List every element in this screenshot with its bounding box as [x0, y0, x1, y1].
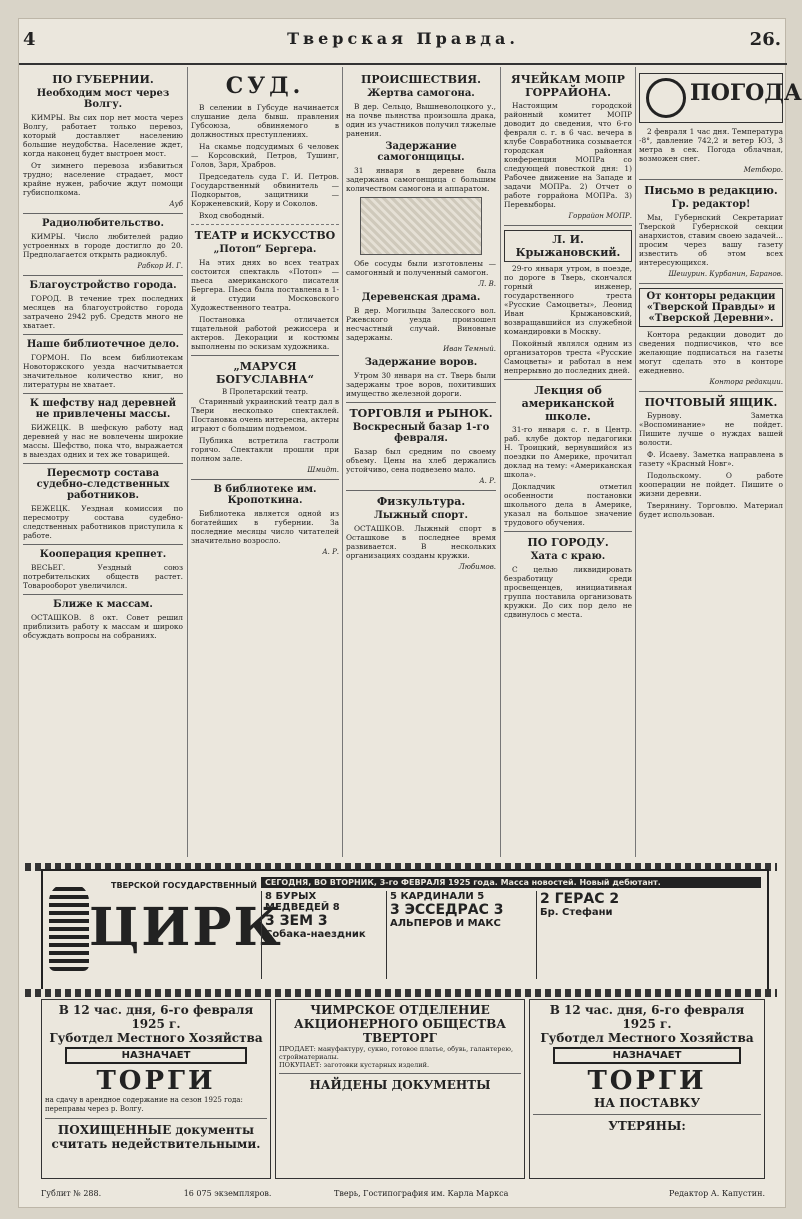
article-text: В селении в Губсуде начинается слушание дела бывш. правления Губсоюза, обвиняемого в должностных преступлениях. [191, 103, 339, 139]
article-text: С целью ликвидировать безработицу среди просвещенцев, инициативная группа поставила организовать кружки. До сих пор дело не сдвинулось с места. [504, 565, 632, 619]
article-text: Публика встретила гастроли горячо. Спектакли прошли при полном зале. [191, 436, 339, 463]
masthead [19, 19, 787, 65]
signature: Ауб [169, 200, 183, 208]
section-title: ПО ГУБЕРНИИ. [52, 73, 154, 86]
newspaper-page [18, 18, 802, 1208]
act-name: 2 ГЕРАС 2 [540, 891, 620, 907]
article-text: БИЖЕЦК. В шефскую работу над деревней у нас не вовлечены широкие массы. Шефство, пока что, выражается в выездах одних и тех же товарищей. [23, 423, 183, 459]
article-text: В дер. Могильцы Залесского вол. Ржевского уезда произошел несчастный случай. Виновные задержаны. [346, 306, 496, 342]
article-text: Старинный украинский театр дал в Твери несколько спектаклей. Постановка очень интересна, актеры играют с большим подъемом. [191, 397, 339, 433]
circus-logo [49, 877, 283, 977]
footer-press: Тверь, Гостипография им. Карла Маркса [334, 1189, 509, 1198]
auction-tag: НАЗНАЧАЕТ [553, 1047, 741, 1064]
weather-title: ПОГОДА [690, 80, 802, 106]
article-title: Жертва самогона. [367, 88, 475, 99]
page-number-left: 4 [23, 29, 36, 50]
section-title: Письмо в редакцию. [644, 184, 778, 197]
section-title: СУД. [225, 73, 305, 99]
auction-date: В 12 час. дня, 6-го февраля 1925 г. [58, 1003, 254, 1031]
article-title: Хата с краю. [530, 551, 606, 562]
article-text: Утром 30 января на ст. Тверь были задержаны трое воров, похитивших имущество железной дороги. [346, 371, 496, 398]
article-text: БЕЖЕЦК. Уездная комиссия по пересмотру состава судебно-следственных работников приступила к работе. [23, 504, 183, 540]
signature: Шешурин. Курбанин, Баранов. [668, 270, 783, 278]
article-title: Необходим мост через Волгу. [36, 88, 170, 110]
ornamental-border [25, 989, 777, 997]
lower-ads [41, 999, 765, 1199]
article-title: Благоустройство города. [29, 280, 177, 291]
tvertorg-ad [275, 999, 525, 1179]
article-title: Радиолюбительство. [42, 218, 164, 229]
program-header: СЕГОДНЯ, ВО ВТОРНИК, 3-го ФЕВРАЛЯ 1925 года. Масса новостей. Новый дебютант. [261, 877, 761, 888]
program-col [386, 891, 536, 979]
column-province [23, 69, 183, 859]
signature: А. Р. [322, 548, 339, 556]
mailbox-item: Тверянину. Торговлю. Материал будет использован. [639, 501, 783, 519]
signature: Контора редакции. [709, 378, 783, 386]
mailbox-item: Подольскому. О работе кооперации не пойдет. Пишите о жизни деревни. [639, 471, 783, 498]
clown-figure-icon [49, 883, 89, 971]
signature: Шмидт. [307, 466, 339, 474]
act-name: 8 БУРЫХ МЕДВЕДЕЙ 8 [265, 891, 340, 913]
auction-note: на сдачу в арендное содержание на сезон 1925 года: переправы через р. Волгу. [45, 1096, 243, 1113]
section-title: Физкультура. [376, 495, 466, 508]
section-title: ПОЧТОВЫЙ ЯЩИК. [644, 396, 778, 409]
auction-word: ТОРГИ [96, 1066, 216, 1096]
article-text: ГОРМОН. По всем библиотекам Новоторжского уезда насчитывается значительное количество книг, но литературы не хватает. [23, 353, 183, 389]
article-title: К шефству над деревней не привлечены массы. [29, 398, 177, 420]
article-text: От зимнего перевоза избавиться трудно; население страдает, мост крайне нужен, рабочие ждут помощи губисполкома. [23, 161, 183, 197]
act-name: 3 ЭССЕДРАС 3 [390, 902, 504, 918]
article-text: Базар был средним по своему объему. Цены на хлеб держались устойчиво, сена подвезено мало. [346, 447, 496, 474]
tvertorg-title: ЧИМРСКОЕ ОТДЕЛЕНИЕ АКЦИОНЕРНОГО ОБЩЕСТВА ТВЕРТОРГ [293, 1003, 507, 1045]
article-title: „МАРУСЯ БОГУСЛАВНА“ [216, 360, 314, 386]
mailbox-item: Ф. Исаеву. Заметка направлена в газету «Красный Новг». [639, 450, 783, 468]
signature: Л. В. [478, 280, 496, 288]
article-text: 31-го января с. г. в Центр. раб. клубе доктор педагогики Н. Троицкий, вернувшийся из поездки по Америке, прочитал доклад на тему: «Американская школа». [504, 425, 632, 479]
auction-date: В 12 час. дня, 6-го февраля 1925 г. [549, 1003, 745, 1031]
footer-print-run: 16 075 экземпляров. [183, 1189, 272, 1198]
footer [41, 1189, 765, 1198]
signature: Любимов. [458, 563, 496, 571]
footer-censor: Гублит № 288. [41, 1189, 102, 1198]
act-name: Собака-наездник [265, 929, 366, 940]
article-text: КИМРЫ. Вы сих пор нет моста через Волгу, работает только перевоз, который доставляет населению большие неудобства. Население ждет, когда наконец будет выстроен мост. [23, 113, 183, 158]
auction-organizer: Губотдел Местного Хозяйства [49, 1031, 263, 1045]
notice-title: От конторы редакции «Тверской Правды» и «Тверской Деревни». [639, 288, 783, 327]
article-text: В дер. Сельцо, Вышневолоцкого у., на почве пьянства произошла драка, один из участников получил тяжелые ранения. [346, 102, 496, 138]
article-subtitle: Гр. редактор! [671, 199, 751, 210]
article-title: Воскресный базар 1-го февраля. [352, 422, 490, 444]
auction-tag: НАЗНАЧАЕТ [65, 1047, 247, 1064]
act-name: Бр. Стефани [540, 907, 613, 918]
page-number-right: 26. [749, 29, 781, 50]
article-text: ОСТАШКОВ. Лыжный спорт в Осташкове в последнее время развивается. В нескольких организациях созданы кружки. [346, 524, 496, 560]
article-text: ОСТАШКОВ. 8 окт. Совет решил приблизить работу к массам и широко обсуждать вопросы на собраниях. [23, 613, 183, 640]
article-title: В библиотеке им. Кропоткина. [213, 484, 317, 506]
column-incidents [346, 69, 496, 859]
article-title: Кооперация крепнет. [39, 549, 167, 560]
article-text: Докладчик отметил особенности постановки школьного дела в Америке, указал на большое значение трудового обучения. [504, 482, 632, 527]
obituary-title: Л. И. Крыжановский. [504, 230, 632, 262]
article-title: Лекция об американской школе. [521, 384, 615, 423]
weather-text: 2 февраля 1 час дня. Температура -8°, давление 742,2 и ветер ЮЗ, 3 метра в сек. Погода облачная, возможен снег. [639, 127, 783, 163]
article-title: Задержание самогонщицы. [377, 141, 465, 163]
illustration-still [360, 197, 482, 255]
auction-word: ТОРГИ [587, 1066, 707, 1096]
tvertorg-sells: ПРОДАЕТ: мануфактуру, сукно, готовое платье, обувь, галантерею, стройматериалы. [279, 1045, 514, 1061]
auction-ad [41, 999, 271, 1179]
article-text: 31 января в деревне была задержана самогонщица с большим количеством самогона и аппаратом. [346, 166, 496, 193]
section-title: ЯЧЕЙКАМ МОПР ГОРРАЙОНА. [511, 73, 625, 99]
image-caption: Обе сосуды были изготовлены — самогонный и полученный самогон. [346, 259, 496, 277]
circus-program [261, 877, 761, 981]
article-text: ВЕСЬЕГ. Уездный союз потребительских обществ растет. Товарооборот увеличился. [23, 563, 183, 590]
act-name: 3 ЗЕМ 3 [265, 913, 328, 929]
section-title: ТЕАТР и ИСКУССТВО [194, 229, 336, 242]
article-title: Наше библиотечное дело. [26, 339, 180, 350]
act-name: 5 КАРДИНАЛИ 5 [390, 891, 485, 902]
article-text: На этих днях во всех театрах состоится спектакль «Потоп» — пьеса американского писателя Бергера. Пьеса была поставлена в 1-й студии Московского Художественного театра. [191, 258, 339, 312]
signature: Иван Темный. [443, 345, 496, 353]
stolen-docs-title: ПОХИЩЕННЫЕ документы считать недействительными. [51, 1123, 261, 1151]
section-title: ПО ГОРОДУ. [527, 536, 609, 549]
circus-title: ЦИРК [89, 897, 283, 958]
article-text: Мы, Губернский Секретариат Тверской Губернской секции анархистов, ставим своею задачей... просим через вашу газету известить об этом всех интересующихся. [639, 213, 783, 267]
article-title: Пересмотр состава судебно-следственных работников. [36, 468, 170, 501]
weather-box [639, 73, 802, 123]
advertisements [19, 859, 787, 1209]
circus-subtitle: ТВЕРСКОЙ ГОСУДАРСТВЕННЫЙ [111, 881, 257, 890]
article-text: КИМРЫ. Число любителей радио устроенных в городе достигло до 20. Предполагается открыть радиоклуб. [23, 232, 183, 259]
footer-editor: Редактор А. Капустин. [669, 1189, 765, 1198]
column-weather-mailbox [639, 69, 802, 859]
article-text: ГОРОД. В течение трех последних месяцев на благоустройство города затрачено 2942 руб. Средств много не хватает. [23, 294, 183, 330]
auction-organizer: Губотдел Местного Хозяйства [540, 1031, 754, 1045]
article-title: Лыжный спорт. [374, 510, 468, 521]
clock-icon [646, 78, 686, 118]
article-text: Покойный являлся одним из организаторов треста «Русские Самоцветы» и работал в нем непрерывно до последних дней. [504, 339, 632, 375]
article-title: Ближе к массам. [53, 599, 153, 610]
signature: Рабкор И. Г. [137, 262, 183, 270]
article-text: На скамье подсудимых 6 человек — Корсовский, Петров, Тушинг, Голов, Заря, Храбров. [191, 142, 339, 169]
auction-subtitle: НА ПОСТАВКУ [593, 1096, 701, 1110]
article-title: Задержание воров. [364, 357, 478, 368]
signature: Горрайон МОПР. [568, 212, 632, 220]
article-text: 29-го января утром, в поезде, по дороге в Тверь, скончался горный инженер, государственного треста «Русские Самоцветы», Леонид Иван Крыжановский, возвращавшийся из служебной командировки в Москву. [504, 264, 632, 336]
article-text: Вход свободный. [199, 211, 265, 220]
article-text: Постановка отличается тщательной работой режиссера и актеров. Декорации и костюмы выполнены по эскизам художника. [191, 315, 339, 351]
article-subtitle: В Пролетарский театр. [222, 388, 308, 396]
column-court-theatre [191, 69, 339, 859]
section-title: ТОРГОВЛЯ и РЫНОК. [349, 407, 493, 420]
article-title: Деревенская драма. [361, 292, 481, 303]
lost-title: УТЕРЯНЫ: [608, 1119, 686, 1133]
article-text: Контора редакции доводит до сведения подписчиков, что все желающие подписаться на газеты могут сделать это в конторе ежедневно. [639, 330, 783, 375]
program-col [536, 891, 761, 979]
act-name: АЛЬПЕРОВ И МАКС [390, 918, 501, 929]
article-title: „Потоп“ Бергера. [213, 244, 317, 255]
article-text: Библиотека является одной из богатейших в губернии. За последние месяцы число читателей значительно возросло. [191, 509, 339, 545]
signature: Метбюро. [743, 166, 783, 174]
article-text: Настоящим городской районный комитет МОПР доводит до сведения, что 6-го февраля с. г. в 6 час. вечера в клубе Совработника созывается городская районная конференция МОПРа со следующей повесткой дня: 1) Рабочее движение на Западе и задачи МОПРа. 2) Отчет о работе горрайона МОПРа. 3) Перевыборы. [504, 101, 632, 209]
auction2-ad [529, 999, 765, 1179]
signature: А. Р. [479, 477, 496, 485]
article-text: Председатель суда Г. И. Петров. Государственный обвинитель — Подкорытов, защитники — Корженевский, Кору и Соколов. [191, 172, 339, 208]
mailbox-item: Бурнову. Заметка «Воспоминание» не пойдет. Пишите лучше о нуждах вашей волости. [639, 411, 783, 447]
column-city [504, 69, 632, 859]
tvertorg-buys: ПОКУПАЕТ: заготовки кустарных изделий. [279, 1061, 430, 1069]
section-title: ПРОИСШЕСТВИЯ. [361, 73, 481, 86]
program-col [261, 891, 386, 979]
newspaper-title: Тверская Правда. [287, 29, 519, 48]
found-docs-title: НАЙДЕНЫ ДОКУМЕНТЫ [309, 1078, 491, 1092]
circus-ad [41, 869, 769, 993]
